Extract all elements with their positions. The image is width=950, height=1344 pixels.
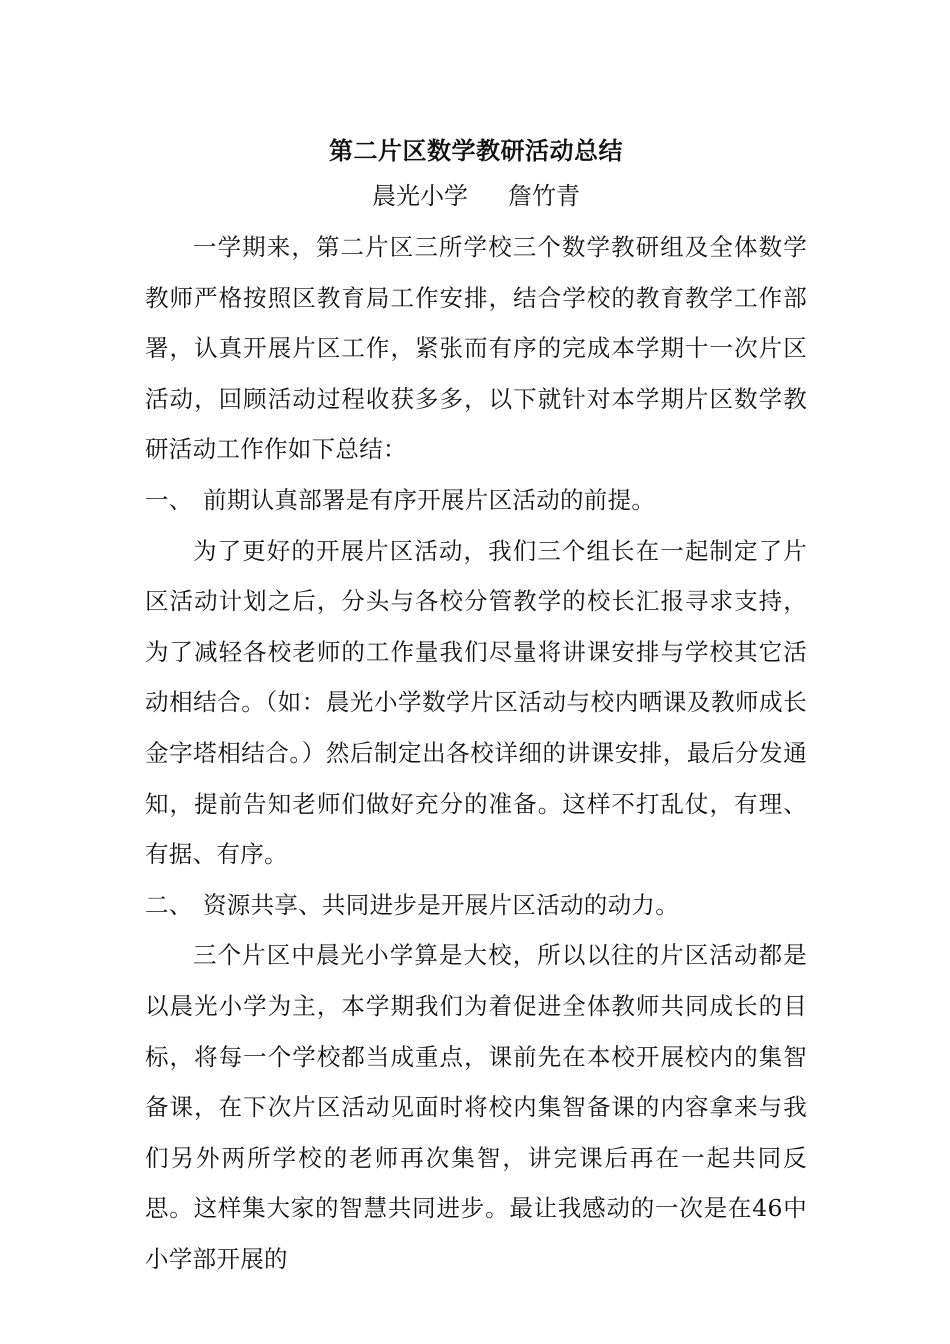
- byline: [145, 174, 807, 218]
- section-heading-text-1: 前期认真部署是有序开展片区活动的前提。: [203, 485, 656, 514]
- byline-school: 晨光小学: [372, 182, 468, 210]
- section-body-1: 为了更好的开展片区活动，我们三个组长在一起制定了片区活动计划之后，分头与各校分管教学的校长汇报寻求支持，为了减轻各校老师的工作量我们尽量将讲课安排与学校其它活动相结合。（如：晨光小学数学片区活动与校内晒课及教师成长金字塔相结合。）然后制定出各校详细的讲课安排，最后分发通知，提前告知老师们做好充分的准备。这样不打乱仗，有理、有据、有序。: [145, 536, 807, 869]
- section-number-2: 二、: [145, 890, 193, 919]
- intro-paragraph: 一学期来，第二片区三所学校三个数学教研组及全体数学教师严格按照区教育局工作安排，结合学校的教育教学工作部署，认真开展片区工作，紧张而有序的完成本学期十一次片区活动，回顾活动过程收获多多，以下就针对本学期片区数学教研活动工作作如下总结：: [145, 233, 807, 464]
- section-heading-text-2: 资源共享、共同进步是开展片区活动的动力。: [203, 890, 679, 919]
- document-body: [145, 128, 807, 1284]
- document-title: 第二片区数学教研活动总结: [329, 137, 623, 165]
- section-body-2: 三个片区中晨光小学算是大校，所以以往的片区活动都是以晨光小学为主，本学期我们为着促进全体教师共同成长的目标，将每一个学校都当成重点，课前先在本校开展校内的集智备课，在下次片区活动见面时将校内集智备课的内容拿来与我们另外两所学校的老师再次集智，讲完课后再在一起共同反思。这样集大家的智慧共同进步。最让我感动的一次是在46中小学部开展的: [145, 941, 807, 1273]
- section-number-1: 一、: [145, 485, 193, 514]
- section-heading-1: [145, 475, 807, 526]
- section-heading-2: [145, 880, 807, 931]
- byline-author: 詹竹青: [508, 182, 580, 210]
